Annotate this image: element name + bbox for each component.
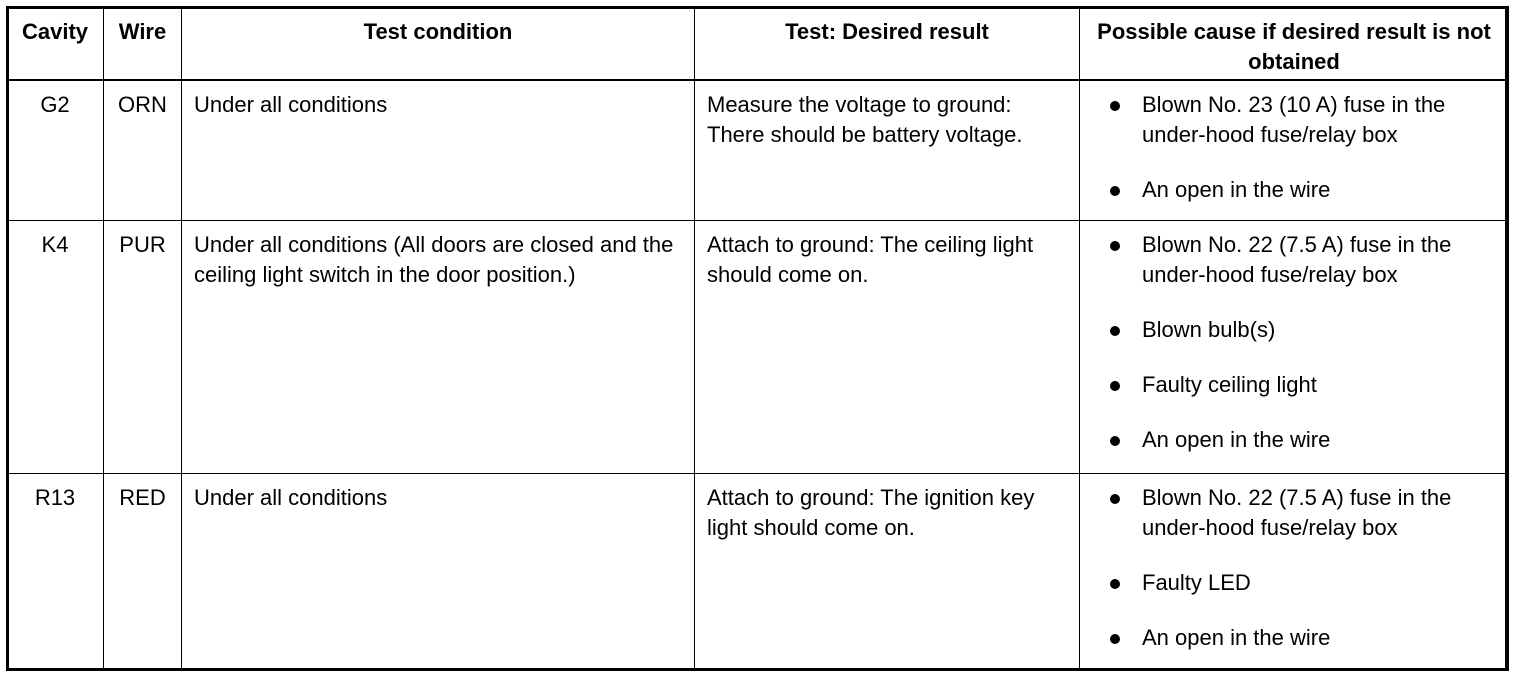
- cause-item: [1110, 175, 1504, 205]
- header-wire: Wire: [104, 7, 182, 80]
- cause-item: [1110, 370, 1504, 400]
- desired-result-cell: Attach to ground: The ceiling light should come on.: [695, 220, 1080, 473]
- cause-item: [1110, 568, 1504, 598]
- cavity-cell: G2: [7, 80, 104, 220]
- header-test-condition: Test condition: [182, 7, 695, 80]
- header-possible-cause: Possible cause if desired result is not obtained: [1080, 7, 1509, 80]
- bullet-icon: [1110, 186, 1120, 196]
- bullet-icon: [1110, 634, 1120, 644]
- bullet-icon: [1110, 241, 1120, 251]
- cause-text: An open in the wire: [1142, 624, 1331, 650]
- cause-item: [1110, 425, 1504, 455]
- bullet-icon: [1110, 436, 1120, 446]
- cause-item: [1110, 230, 1504, 290]
- header-row: [7, 7, 1509, 80]
- cause-list: [1110, 230, 1504, 455]
- diagnostic-table: [6, 6, 1509, 671]
- test-condition-cell: Under all conditions (All doors are closed and the ceiling light switch in the door position.): [182, 220, 695, 473]
- bullet-icon: [1110, 381, 1120, 391]
- cause-item: [1110, 483, 1504, 543]
- wire-cell: PUR: [104, 220, 182, 473]
- test-condition-cell: Under all conditions: [182, 473, 695, 670]
- cause-item: [1110, 623, 1504, 653]
- possible-cause-cell: [1080, 220, 1509, 473]
- cavity-cell: K4: [7, 220, 104, 473]
- table-row: [7, 80, 1509, 220]
- cause-list: [1110, 483, 1504, 653]
- desired-result-cell: Attach to ground: The ignition key light should come on.: [695, 473, 1080, 670]
- cause-text: Blown No. 22 (7.5 A) fuse in the under-hood fuse/relay box: [1142, 484, 1452, 540]
- cavity-cell: R13: [7, 473, 104, 670]
- cause-text: Blown No. 22 (7.5 A) fuse in the under-hood fuse/relay box: [1142, 231, 1452, 287]
- wire-cell: ORN: [104, 80, 182, 220]
- cause-text: Faulty LED: [1142, 569, 1251, 595]
- cause-item: [1110, 315, 1504, 345]
- cause-text: Blown bulb(s): [1142, 316, 1276, 342]
- bullet-icon: [1110, 326, 1120, 336]
- bullet-icon: [1110, 494, 1120, 504]
- cause-text: Faulty ceiling light: [1142, 371, 1317, 397]
- header-cavity: Cavity: [7, 7, 104, 80]
- header-desired-result: Test: Desired result: [695, 7, 1080, 80]
- bullet-icon: [1110, 579, 1120, 589]
- cause-list: [1110, 90, 1504, 205]
- cause-item: [1110, 90, 1504, 150]
- wire-cell: RED: [104, 473, 182, 670]
- possible-cause-cell: [1080, 80, 1509, 220]
- desired-result-cell: Measure the voltage to ground: There should be battery voltage.: [695, 80, 1080, 220]
- cause-text: Blown No. 23 (10 A) fuse in the under-hood fuse/relay box: [1142, 91, 1446, 147]
- cause-text: An open in the wire: [1142, 176, 1331, 202]
- possible-cause-cell: [1080, 473, 1509, 670]
- bullet-icon: [1110, 101, 1120, 111]
- cause-text: An open in the wire: [1142, 426, 1331, 452]
- table-row: [7, 473, 1509, 670]
- table-row: [7, 220, 1509, 473]
- test-condition-cell: Under all conditions: [182, 80, 695, 220]
